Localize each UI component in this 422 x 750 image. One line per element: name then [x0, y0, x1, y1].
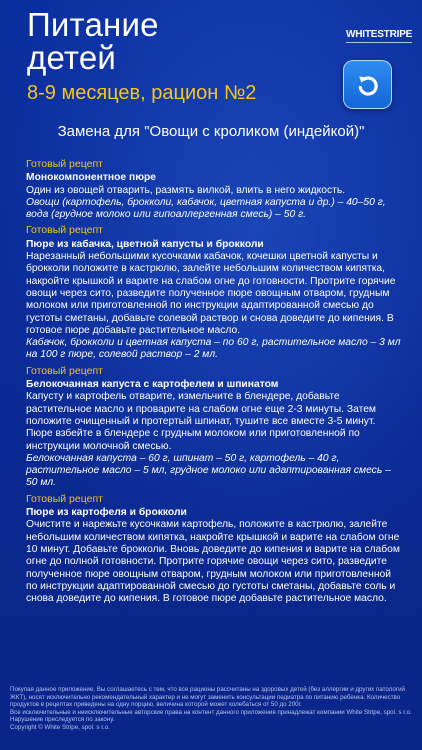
age-ration-subtitle: 8-9 месяцев, рацион №2 [27, 82, 257, 104]
recipe-ingredients: Кабачок, брокколи и цветная капуста – по 60 г, растительное масло – 3 мл на 100 г пюре, солевой раствор – 2 мл. [26, 337, 401, 361]
recipe-text: Один из овощей отварить, размять вилкой, влить в него жидкость. [26, 184, 346, 196]
recipe-ingredients: Овощи (картофель, брокколи, кабачок, цветная капуста и др.) – 40–50 г, вода (грудное молоко или гипоаллергенная смесь) – 50 г. [26, 196, 386, 221]
recipe-item [26, 493, 402, 606]
recipes-list[interactable] [26, 158, 402, 608]
recipe-tag: Готовый рецепт [26, 364, 103, 377]
whitestripe-logo [346, 29, 412, 43]
recipe-text: Нарезанный небольшими кусочками кабачок, кочешки цветной капусты и брокколи положите в кастрюлю, залейте небольшим количеством кипятка, накройте крышкой и варите на слабом огне до готовности. Протрите горячие овощи через сито, разведите полученное пюре овощным отваром, грудным молоком или приготовленной по инструкции адаптированной смесью до густоты сметаны, добавьте солевой раствор и снова доведите до кипения. В готовое пюре добавьте растительное масло. [26, 251, 396, 336]
rights-text: Все исключительные и неисключительные авторские права на контент данного приложения принадлежат компании White Stripe, spol. s r.o. Нарушение преследуется по закону. [10, 708, 412, 724]
recipe-item [26, 224, 402, 361]
recipe-title: Монокомпонентное пюре [26, 172, 157, 184]
copyright-text: Copyright © White Stripe, spol. s r.o. [10, 723, 110, 731]
disclaimer-text: Покупая данное приложение, Вы соглашаетесь с тем, что все рационы рассчитаны на здоровых детей (без аллергии и других патологий ЖКТ), носят исключительно рекомендательный характер и не могут заменить консультации педиатра по питанию ребенка. Количество продуктов в рецептах приведены на одну порцию, величина которой может колебаться от 50 до 200г. [10, 686, 406, 709]
app-title-line2: детей [27, 39, 117, 76]
recipe-ingredients: Белокочанная капуста – 60 г, шпинат – 50 г, картофель – 40 г, растительное масло – 5 мл, грудное молоко или адаптированная смесь – 50 мл. [26, 452, 391, 489]
recipe-item [26, 365, 402, 490]
logo-text: WHITESTRIPE [346, 29, 413, 40]
recipe-tag: Готовый рецепт [26, 224, 103, 237]
recipe-title: Пюре из кабачка, цветной капусты и брокколи [26, 238, 264, 250]
recipe-tag: Готовый рецепт [26, 492, 103, 505]
recipe-text: Очистите и нарежьте кусочками картофель, положите в кастрюлю, залейте небольшим количеством кипятка, накройте крышкой и варите на слабом огне 10 минут. Добавьте брокколи. Вновь доведите до кипения и варите на слабом огне до полной готовности. Протрите горячие овощи через сито, разведите полученное пюре овощным отваром, грудным молоком или приготовленной по инструкции адаптированной смесью до густоты сметаны, добавьте соль и снова доведите до кипения. В готовое пюре добавьте растительное масло. [26, 519, 400, 605]
footer-disclaimer [10, 686, 414, 732]
recipe-text: Капусту и картофель отварите, измельчите в блендере, добавьте растительное масло и проварите на слабом огне еще 2-3 минуты. Затем положите очищенный и протертый шпинат, тушите все вместе 3-5 минут. Пюре взбейте в блендере с грудным молоком или приготовленной по инструкции молочной смесью. [26, 391, 377, 452]
recipe-title: Пюре из картофеля и брокколи [26, 507, 187, 519]
recipe-title: Белокочанная капуста с картофелем и шпинатом [26, 379, 279, 391]
replacement-heading: Замена для "Овощи с кроликом (индейкой)" [57, 123, 365, 140]
logo-underline [346, 42, 412, 43]
recipe-tag: Готовый рецепт [26, 158, 103, 170]
recipe-item [26, 158, 402, 221]
app-title [27, 8, 159, 74]
refresh-arrow-icon [355, 72, 381, 98]
app-title-line1: Питание [27, 6, 159, 43]
refresh-button[interactable] [343, 60, 392, 109]
